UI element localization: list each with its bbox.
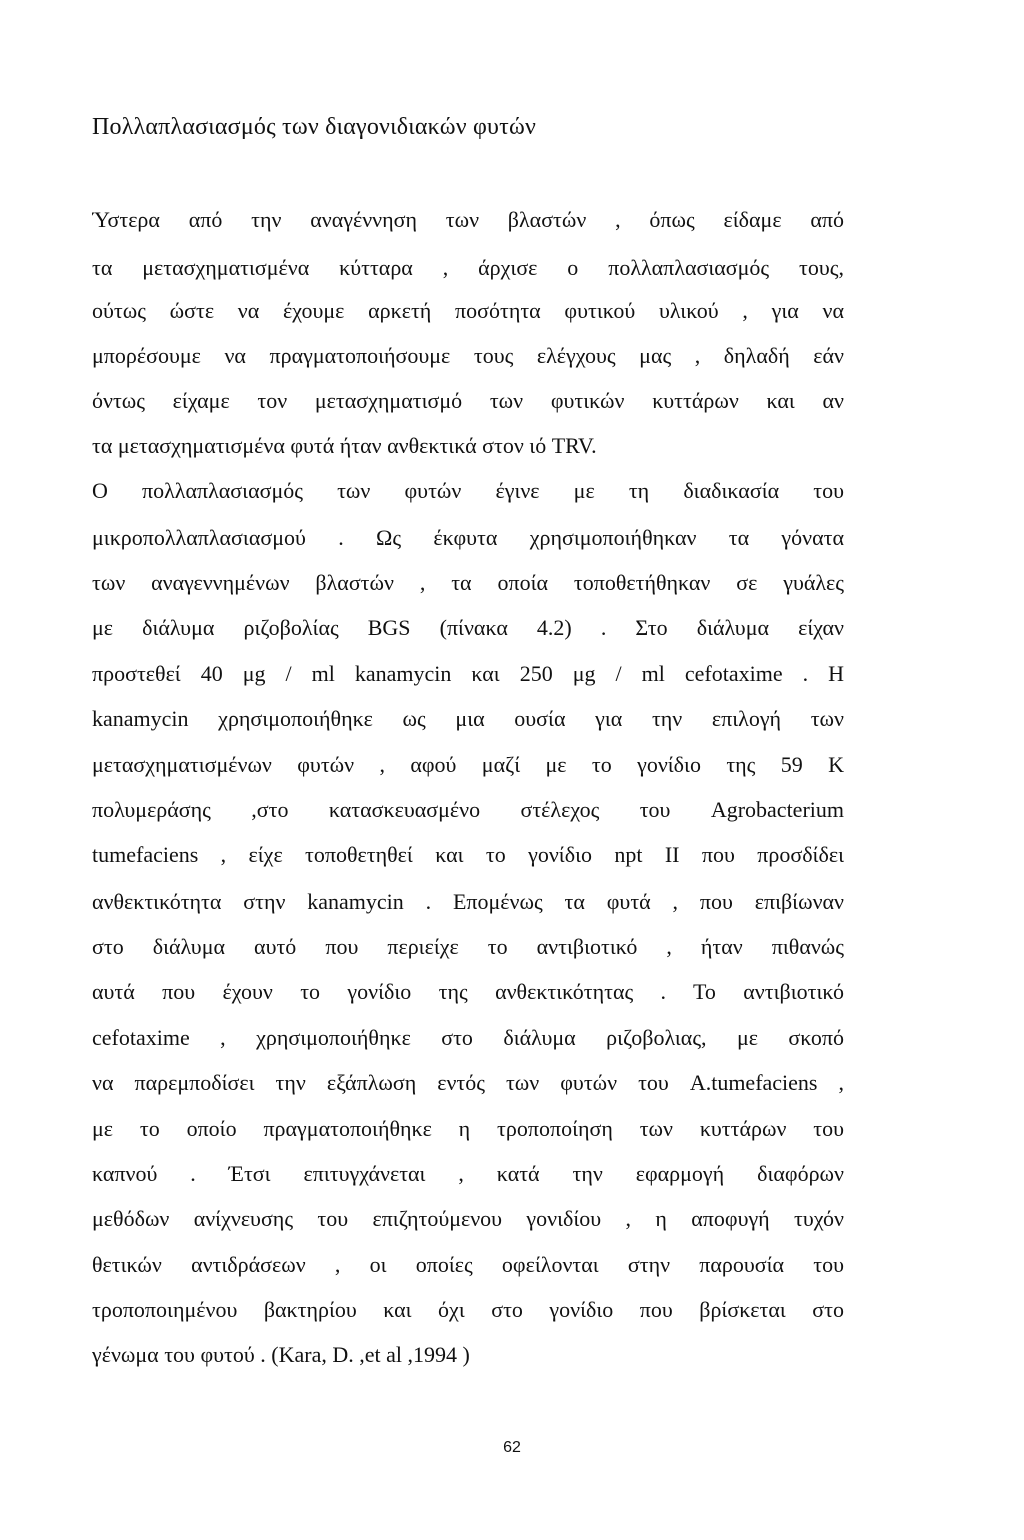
paragraph-line-21: με το οποίο πραγματοποιήθηκε η τροποποίηση των κυττάρων του [92,1116,844,1141]
paragraph-line-10: με διάλυμα ριζοβολίας BGS (πίνακα 4.2) . Στο διάλυμα είχαν [92,615,844,640]
paragraph-line-15: tumefaciens , είχε τοποθετηθεί και το γονίδιο npt II που προσδίδει [92,842,844,867]
paragraph-line-8: μικροπολλαπλασιασμού . Ως έκφυτα χρησιμοποιήθηκαν τα γόνατα [92,525,844,550]
paragraph-line-18: αυτά που έχουν το γονίδιο της ανθεκτικότητας . Το αντιβιοτικό [92,979,844,1004]
paragraph-line-11: προστεθεί 40 μg / ml kanamycin και 250 μg / ml cefotaxime . Η [92,661,844,686]
paragraph-line-5: όντως είχαμε τον μετασχηματισμό των φυτικών κυττάρων και αν [92,388,844,413]
paragraph-line-23: μεθόδων ανίχνευσης του επιζητούμενου γονιδίου , η αποφυγή τυχόν [92,1206,844,1231]
paragraph-line-20: να παρεμποδίσει την εξάπλωση εντός των φυτών του A.tumefaciens , [92,1070,844,1095]
paragraph-line-25: τροποποιημένου βακτηρίου και όχι στο γονίδιο που βρίσκεται στο [92,1297,844,1322]
paragraph-line-9: των αναγεννημένων βλαστών , τα οποία τοποθετήθηκαν σε γυάλες [92,570,844,595]
paragraph-line-14: πολυμεράσης ,στο κατασκευασμένο στέλεχος του Agrobacterium [92,797,844,822]
paragraph-line-13: μετασχηματισμένων φυτών , αφού μαζί με το γονίδιο της 59 Κ [92,752,844,777]
paragraph-line-19: cefotaxime , χρησιμοποιήθηκε στο διάλυμα ριζοβολιας, με σκοπό [92,1025,844,1050]
section-heading: Πολλαπλασιασμός των διαγονιδιακών φυτών [92,114,537,140]
paragraph-line-3: ούτως ώστε να έχουμε αρκετή ποσότητα φυτικού υλικού , για να [92,298,844,323]
paragraph-line-22: καπνού . Έτσι επιτυγχάνεται , κατά την εφαρμογή διαφόρων [92,1161,844,1186]
paragraph-line-1: Ύστερα από την αναγέννηση των βλαστών , όπως είδαμε από [92,207,844,232]
paragraph-line-4: μπορέσουμε να πραγματοποιήσουμε τους ελέγχους μας , δηλαδή εάν [92,343,844,368]
paragraph-line-7: Ο πολλαπλασιασμός των φυτών έγινε με τη διαδικασία του [92,478,844,503]
paragraph-line-12: kanamycin χρησιμοποιήθηκε ως μια ουσία για την επιλογή των [92,706,844,731]
paragraph-line-2: τα μετασχηματισμένα κύτταρα , άρχισε ο πολλαπλασιασμός τους, [92,255,844,280]
page-number: 62 [503,1439,521,1456]
paragraph-line-24: θετικών αντιδράσεων , οι οποίες οφείλονται στην παρουσία του [92,1252,844,1277]
paragraph-line-16: ανθεκτικότητα στην kanamycin . Επομένως τα φυτά , που επιβίωναν [92,889,844,914]
paragraph-line-26: γένωμα του φυτού . (Kara, D. ,et al ,1994 ) [92,1342,470,1367]
paragraph-line-17: στο διάλυμα αυτό που περιείχε το αντιβιοτικό , ήταν πιθανώς [92,934,844,959]
paragraph-line-6: τα μετασχηματισμένα φυτά ήταν ανθεκτικά στον ιό TRV. [92,433,597,458]
